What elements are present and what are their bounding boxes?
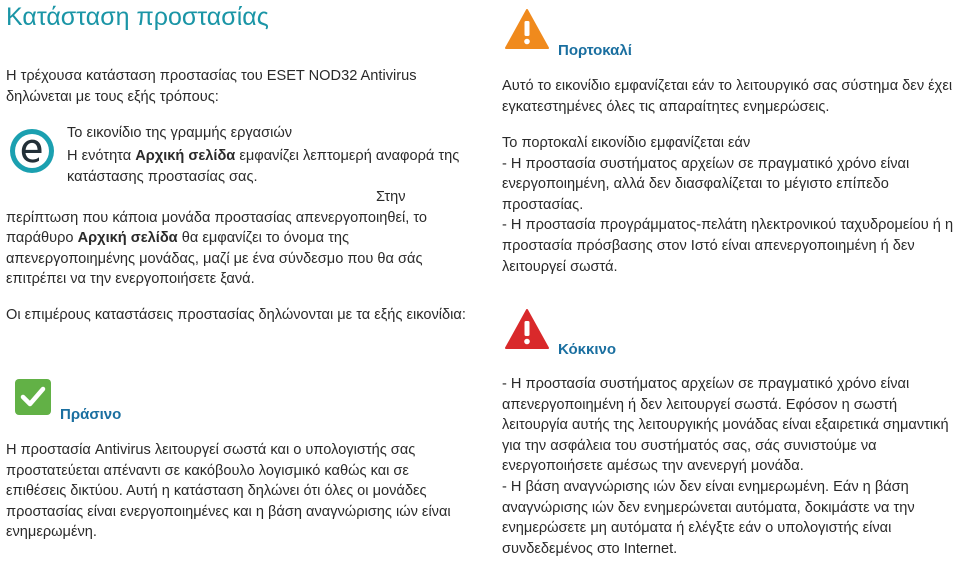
home-text-pre: Η ενότητα [67, 148, 136, 164]
home-text-cont: Στην περίπτωση που κάποια μονάδα προστασίας απενεργοποιηθεί, το παράθυρο [6, 189, 428, 247]
red-description [502, 374, 957, 559]
orange-description-1: Αυτό το εικονίδιο εμφανίζεται εάν το λειτουργικό σας σύστημα δεν έχει εγκατεστημένες όλες τις απαραίτητες ενημερώσεις. [502, 78, 953, 115]
home-text-post: εμφανίζει λεπτομερή αναφορά της κατάστασης προστασίας σας. [67, 148, 460, 185]
green-check-icon [14, 378, 52, 416]
home-page-bold: Αρχική σελίδα [135, 148, 236, 164]
home-description [67, 146, 467, 187]
orange-intro-line: Το πορτοκαλί εικονίδιο εμφανίζεται εάν [502, 135, 751, 151]
intro-text: Η τρέχουσα κατάσταση προστασίας του ESET NOD32 Antivirus δηλώνεται με τους εξής τρόπους: [6, 68, 417, 105]
page-title: Κατάσταση προστασίας [6, 3, 269, 31]
orange-bullet-2: - Η προστασία προγράμματος-πελάτη ηλεκτρονικού ταχυδρομείου ή η προστασία πρόσβασης στον Ιστό είναι απενεργοποιημένη ή δεν λειτουργεί σωστά. [502, 217, 954, 275]
taskbar-icon-heading: Το εικονίδιο της γραμμής εργασιών [67, 125, 293, 141]
red-heading: Κόκκινο [558, 341, 617, 358]
orange-heading: Πορτοκαλί [558, 42, 632, 59]
red-bullet-2: - Η βάση αναγνώρισης ιών δεν είναι ενημερωμένη. Εάν η βάση αναγνώρισης ιών δεν ενημερώνεται αυτόματα, δοκιμάστε να την ενημερώσετε μη αυτόματα ή ελέγξτε εάν ο υπολογιστής είναι συνδεδεμένος στο Internet. [502, 478, 915, 557]
orange-bullet-1: - Η προστασία συστήματος αρχείων σε πραγματικό χρόνο είναι ενεργοποιημένη, αλλά δεν διασφαλίζεται το μέγιστο επίπεδο προστασίας. [502, 155, 910, 213]
home-page-bold-2: Αρχική σελίδα [77, 230, 178, 247]
eset-logo-icon [8, 127, 56, 175]
red-warning-icon [504, 308, 550, 350]
home-description-cont [6, 187, 466, 290]
orange-warning-icon [504, 8, 550, 50]
statuses-intro: Οι επιμέρους καταστάσεις προστασίας δηλώνονται με τα εξής εικονίδια: [6, 307, 466, 323]
orange-description-2 [502, 133, 957, 277]
green-description: Η προστασία Antivirus λειτουργεί σωστά και ο υπολογιστής σας προστατεύεται απέναντι σε κακόβουλο λογισμικό καθώς και σε επιθέσεις δικτύου. Αυτή η κατάσταση δηλώνει ότι όλες οι μονάδες προστασίας είναι ενεργοποιημένες και η βάση αναγνώρισης ιών είναι ενημερωμένη. [6, 442, 451, 541]
red-bullet-1: - Η προστασία συστήματος αρχείων σε πραγματικό χρόνο είναι απενεργοποιημένη ή δεν λειτουργεί σωστά. Εφόσον η σωστή λειτουργία αυτής της λειτουργικής μονάδας είναι εξαιρετικά σημαντική για την ασφάλεια του συστήματός σας, σάς συνιστούμε να ενεργοποιήσετε αμέσως την ανενεργή μονάδα. [502, 376, 949, 475]
home-text-post-2: θα εμφανίζει το όνομα της απενεργοποιημένης μονάδας, μαζί με ένα σύνδεσμο που θα σάς επιτρέπει να την ενεργοποιήσετε ξανά. [6, 230, 423, 288]
green-heading: Πράσινο [60, 406, 122, 423]
